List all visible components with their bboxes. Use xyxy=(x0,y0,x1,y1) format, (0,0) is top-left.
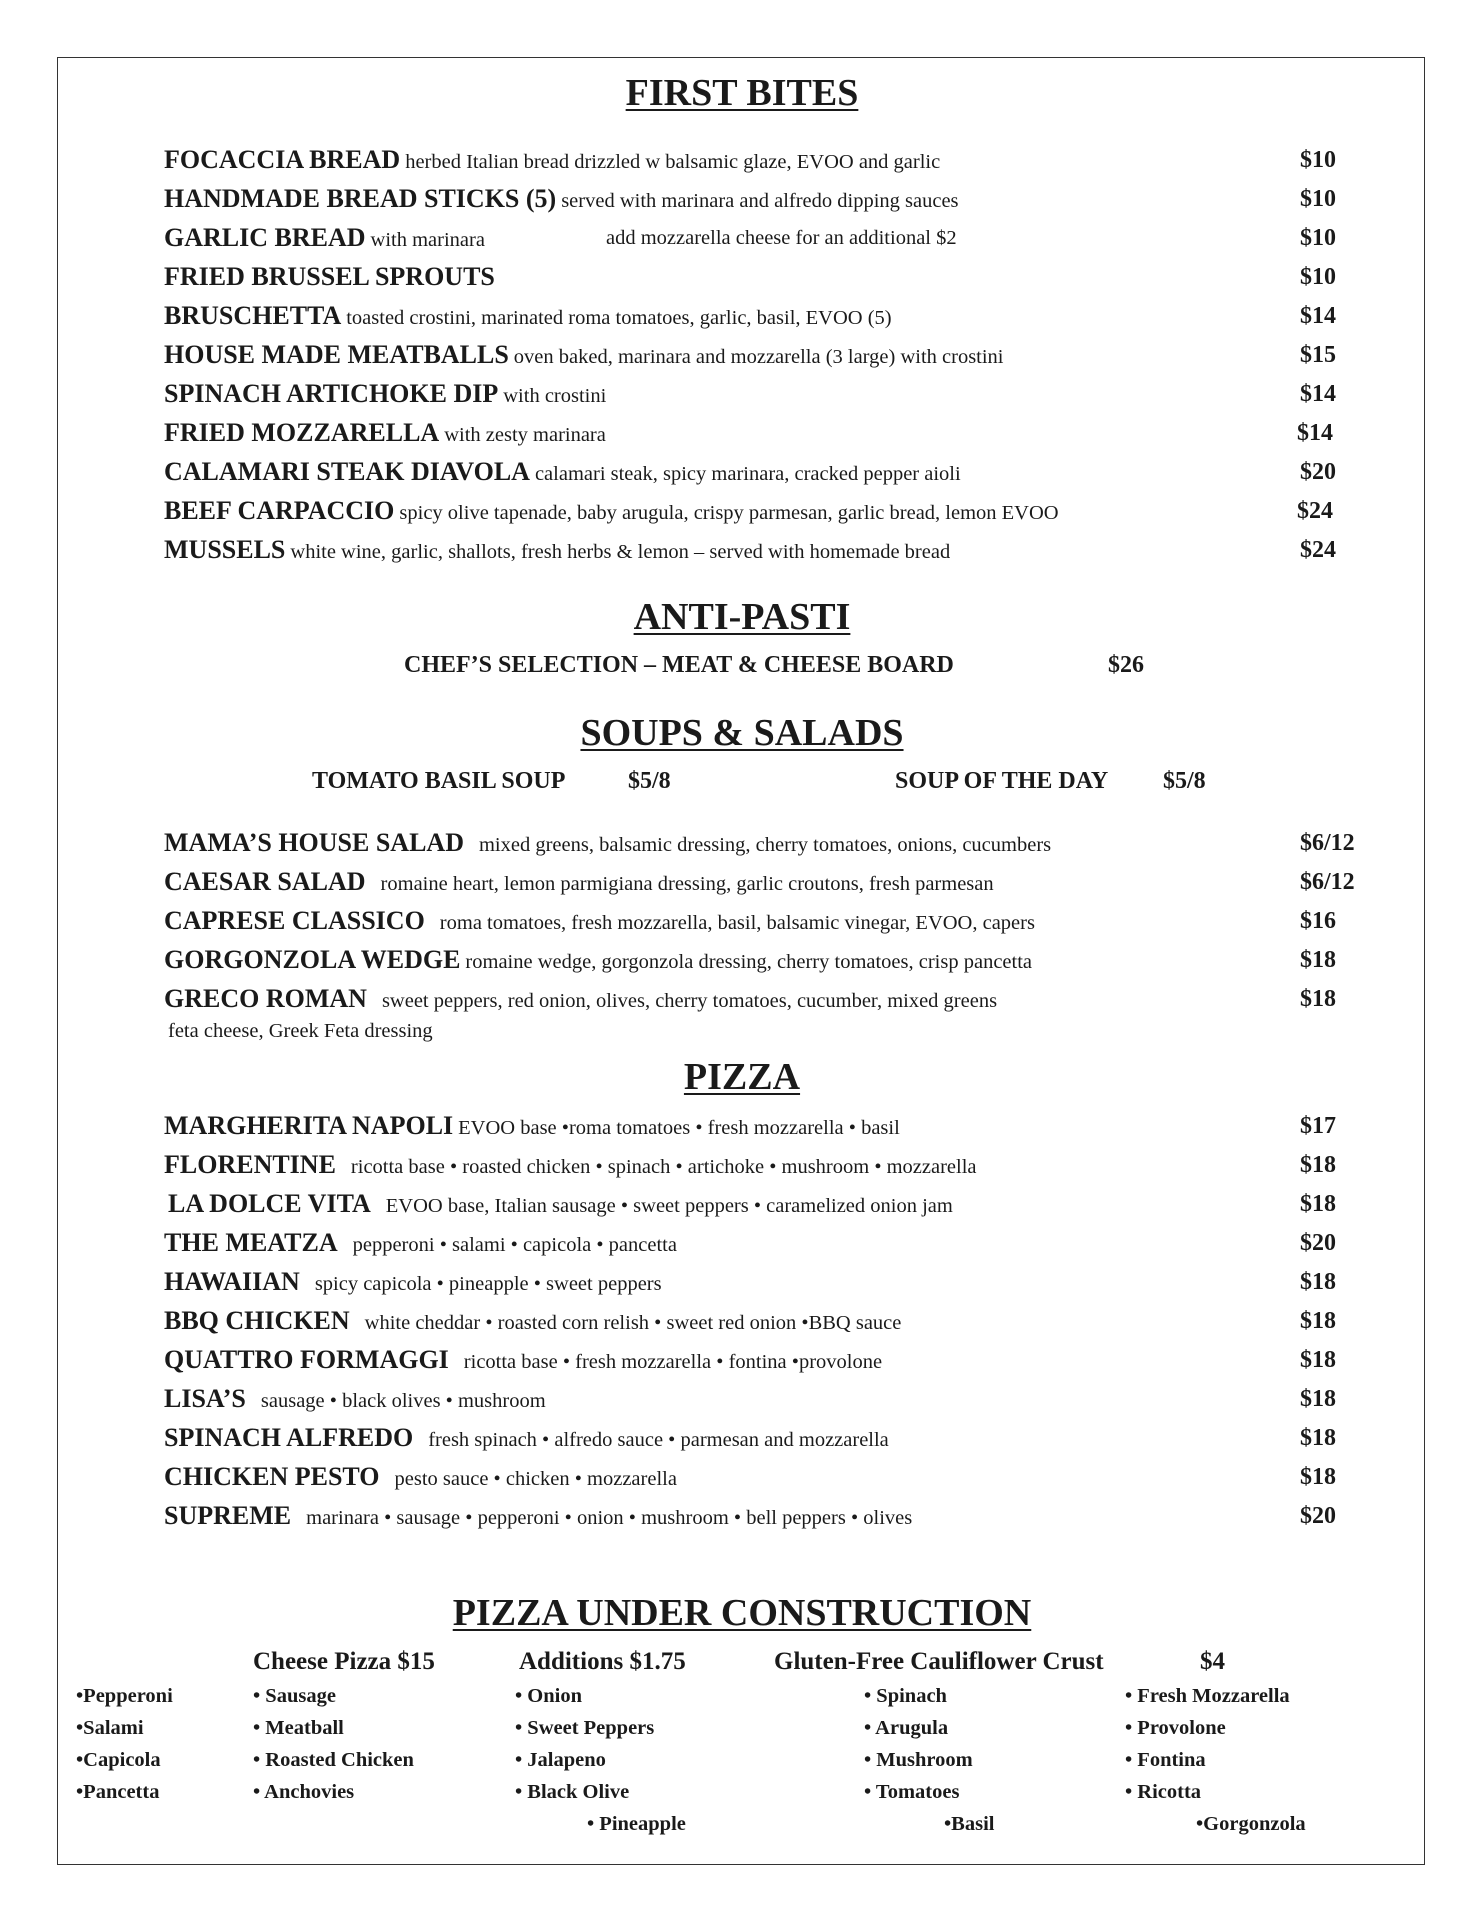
item-price: $20 xyxy=(1300,1230,1336,1256)
item-desc: toasted crostini, marinated roma tomatoes, garlic, basil, EVOO (5) xyxy=(346,307,892,329)
item-name: HANDMADE BREAD STICKS (5) xyxy=(164,184,557,213)
item-desc: EVOO base, Italian sausage • sweet peppers • caramelized onion jam xyxy=(385,1195,953,1217)
item-price: $24 xyxy=(1300,537,1336,563)
item-price: $24 xyxy=(1297,498,1333,524)
menu-item xyxy=(164,1381,1364,1417)
item-desc: with crostini xyxy=(503,385,607,407)
item-desc: mixed greens, balsamic dressing, cherry tomatoes, onions, cucumbers xyxy=(478,834,1052,856)
item-desc: calamari steak, spicy marinara, cracked pepper aioli xyxy=(534,463,961,485)
topping-item: • Meatball xyxy=(253,1717,344,1739)
item-extra: add mozzarella cheese for an additional $2 xyxy=(606,227,957,249)
item-price: $20 xyxy=(1300,459,1336,485)
topping-item: •Pancetta xyxy=(76,1781,160,1803)
section-heading-anti-pasti: ANTI-PASTI xyxy=(633,596,851,638)
topping-item: • Pineapple xyxy=(587,1813,686,1835)
gluten-free-label: Gluten-Free Cauliflower Crust xyxy=(774,1648,1104,1675)
topping-item: • Anchovies xyxy=(253,1781,355,1803)
item-name: MARGHERITA NAPOLI xyxy=(164,1111,454,1140)
topping-item: • Fontina xyxy=(1125,1749,1206,1771)
item-price: $14 xyxy=(1297,420,1333,446)
item-price: $17 xyxy=(1300,1113,1336,1139)
section-heading-pizza-under-construction: PIZZA UNDER CONSTRUCTION xyxy=(452,1592,1032,1634)
item-desc: oven baked, marinara and mozzarella (3 large) with crostini xyxy=(513,346,1004,368)
menu-item xyxy=(164,942,1364,978)
item-name: LISA’S xyxy=(164,1384,246,1413)
topping-item: • Roasted Chicken xyxy=(253,1749,414,1771)
item-name: FLORENTINE xyxy=(164,1150,336,1179)
item-name: SUPREME xyxy=(164,1501,292,1530)
gluten-free-price: $4 xyxy=(1200,1648,1225,1675)
item-desc: EVOO base •roma tomatoes • fresh mozzarella • basil xyxy=(458,1117,900,1139)
item-price: $6/12 xyxy=(1300,830,1355,856)
topping-item: •Capicola xyxy=(76,1749,161,1771)
item-desc: ricotta base • fresh mozzarella • fontina •provolone xyxy=(463,1351,883,1373)
item-price: $18 xyxy=(1300,1386,1336,1412)
topping-item: • Black Olive xyxy=(515,1781,630,1803)
item-name: THE MEATZA xyxy=(164,1228,338,1257)
item-price: $10 xyxy=(1300,264,1336,290)
menu-item xyxy=(164,1498,1364,1534)
menu-item xyxy=(164,1303,1364,1339)
item-price: $18 xyxy=(1300,1425,1336,1451)
item-price: $18 xyxy=(1300,1191,1336,1217)
item-name: GRECO ROMAN xyxy=(164,984,367,1013)
menu-item xyxy=(164,864,1364,900)
item-desc: pepperoni • salami • capicola • pancetta xyxy=(352,1234,677,1256)
soup-name: SOUP OF THE DAY xyxy=(895,768,1109,794)
item-desc: sweet peppers, red onion, olives, cherry tomatoes, cucumber, mixed greens xyxy=(381,990,998,1012)
item-name: LA DOLCE VITA xyxy=(168,1189,371,1218)
menu-item xyxy=(164,376,1364,412)
item-price: $18 xyxy=(1300,1152,1336,1178)
item-price: $14 xyxy=(1300,381,1336,407)
item-name: FRIED MOZZARELLA xyxy=(164,418,440,447)
item-name: BBQ CHICKEN xyxy=(164,1306,350,1335)
item-price: $6/12 xyxy=(1300,869,1355,895)
item-name: MUSSELS xyxy=(164,535,286,564)
item-name: FOCACCIA BREAD xyxy=(164,145,401,174)
topping-item: • Mushroom xyxy=(864,1749,973,1771)
item-name: HAWAIIAN xyxy=(164,1267,300,1296)
item-desc: fresh spinach • alfredo sauce • parmesan and mozzarella xyxy=(428,1429,889,1451)
item-desc: spicy capicola • pineapple • sweet peppers xyxy=(314,1273,662,1295)
section-heading-first-bites: FIRST BITES xyxy=(625,72,859,114)
item-desc: with marinara xyxy=(370,229,485,251)
item-desc: ricotta base • roasted chicken • spinach • artichoke • mushroom • mozzarella xyxy=(350,1156,977,1178)
menu-item xyxy=(164,1459,1364,1495)
topping-item: • Ricotta xyxy=(1125,1781,1202,1803)
menu-item xyxy=(164,415,1364,451)
item-price: $10 xyxy=(1300,225,1336,251)
topping-item: • Jalapeno xyxy=(515,1749,606,1771)
soup-price: $5/8 xyxy=(1163,768,1206,794)
item-name: SPINACH ARTICHOKE DIP xyxy=(164,379,499,408)
anti-pasti-item: CHEF’S SELECTION – MEAT & CHEESE BOARD xyxy=(404,652,954,678)
item-name: QUATTRO FORMAGGI xyxy=(164,1345,449,1374)
item-name: GORGONZOLA WEDGE xyxy=(164,945,461,974)
item-desc: white cheddar • roasted corn relish • sweet red onion •BBQ sauce xyxy=(364,1312,902,1334)
item-price: $18 xyxy=(1300,1347,1336,1373)
menu-item xyxy=(164,825,1364,861)
item-desc: pesto sauce • chicken • mozzarella xyxy=(394,1468,677,1490)
item-name: CAPRESE CLASSICO xyxy=(164,906,425,935)
item-desc-continued: feta cheese, Greek Feta dressing xyxy=(168,1020,433,1042)
item-name: CHICKEN PESTO xyxy=(164,1462,380,1491)
topping-item: •Pepperoni xyxy=(76,1685,173,1707)
item-desc: white wine, garlic, shallots, fresh herbs & lemon – served with homemade bread xyxy=(290,541,951,563)
topping-item: • Fresh Mozzarella xyxy=(1125,1685,1290,1707)
additions-label: Additions $1.75 xyxy=(519,1648,686,1675)
topping-item: •Basil xyxy=(944,1813,995,1835)
anti-pasti-price: $26 xyxy=(1108,652,1144,678)
menu-item xyxy=(164,1342,1364,1378)
menu-item xyxy=(164,1147,1364,1183)
item-price: $18 xyxy=(1300,1308,1336,1334)
topping-item: •Gorgonzola xyxy=(1196,1813,1306,1835)
menu-item xyxy=(164,298,1364,334)
item-price: $20 xyxy=(1300,1503,1336,1529)
topping-item: • Provolone xyxy=(1125,1717,1226,1739)
item-name: CALAMARI STEAK DIAVOLA xyxy=(164,457,530,486)
menu-item xyxy=(164,1225,1364,1261)
item-name: SPINACH ALFREDO xyxy=(164,1423,414,1452)
menu-item xyxy=(164,493,1364,529)
item-price: $10 xyxy=(1300,147,1336,173)
menu-item xyxy=(164,1108,1364,1144)
section-heading-pizza: PIZZA xyxy=(683,1056,801,1098)
item-desc: with zesty marinara xyxy=(444,424,606,446)
menu-item xyxy=(164,259,1364,295)
item-desc: marinara • sausage • pepperoni • onion • mushroom • bell peppers • olives xyxy=(306,1507,913,1529)
soup-name: TOMATO BASIL SOUP xyxy=(312,768,566,794)
item-price: $18 xyxy=(1300,986,1336,1012)
menu-item xyxy=(164,903,1364,939)
cheese-pizza-label: Cheese Pizza $15 xyxy=(253,1648,435,1675)
item-name: BEEF CARPACCIO xyxy=(164,496,395,525)
menu-item xyxy=(164,1420,1364,1456)
menu-item xyxy=(164,181,1364,217)
item-desc: romaine wedge, gorgonzola dressing, cherry tomatoes, crisp pancetta xyxy=(465,951,1033,973)
item-price: $18 xyxy=(1300,1464,1336,1490)
item-price: $10 xyxy=(1300,186,1336,212)
item-price: $16 xyxy=(1300,908,1336,934)
item-price: $18 xyxy=(1300,1269,1336,1295)
item-desc: spicy olive tapenade, baby arugula, crispy parmesan, garlic bread, lemon EVOO xyxy=(399,502,1059,524)
topping-item: • Sausage xyxy=(253,1685,336,1707)
topping-item: • Spinach xyxy=(864,1685,947,1707)
item-desc: herbed Italian bread drizzled w balsamic glaze, EVOO and garlic xyxy=(405,151,941,173)
menu-item xyxy=(168,1186,1368,1222)
item-desc: served with marinara and alfredo dipping sauces xyxy=(561,190,959,212)
menu-item xyxy=(164,142,1364,178)
item-name: HOUSE MADE MEATBALLS xyxy=(164,340,509,369)
menu-item xyxy=(164,1264,1364,1300)
menu-item xyxy=(164,532,1364,568)
topping-item: •Salami xyxy=(76,1717,144,1739)
soup-price: $5/8 xyxy=(628,768,671,794)
item-name: MAMA’S HOUSE SALAD xyxy=(164,828,464,857)
item-price: $18 xyxy=(1300,947,1336,973)
menu-item xyxy=(164,337,1364,373)
item-name: BRUSCHETTA xyxy=(164,301,342,330)
topping-item: • Sweet Peppers xyxy=(515,1717,655,1739)
topping-item: • Onion xyxy=(515,1685,582,1707)
item-desc: sausage • black olives • mushroom xyxy=(260,1390,546,1412)
item-name: CAESAR SALAD xyxy=(164,867,366,896)
item-name: FRIED BRUSSEL SPROUTS xyxy=(164,262,495,291)
item-price: $15 xyxy=(1300,342,1336,368)
item-desc: roma tomatoes, fresh mozzarella, basil, balsamic vinegar, EVOO, capers xyxy=(439,912,1035,934)
item-name: GARLIC BREAD xyxy=(164,223,366,252)
topping-item: • Tomatoes xyxy=(864,1781,960,1803)
menu-item xyxy=(164,981,1364,1017)
section-heading-soups-salads: SOUPS & SALADS xyxy=(580,712,904,754)
item-desc: romaine heart, lemon parmigiana dressing, garlic croutons, fresh parmesan xyxy=(380,873,994,895)
topping-item: • Arugula xyxy=(864,1717,949,1739)
menu-item xyxy=(164,220,1364,256)
menu-item xyxy=(164,454,1364,490)
item-price: $14 xyxy=(1300,303,1336,329)
